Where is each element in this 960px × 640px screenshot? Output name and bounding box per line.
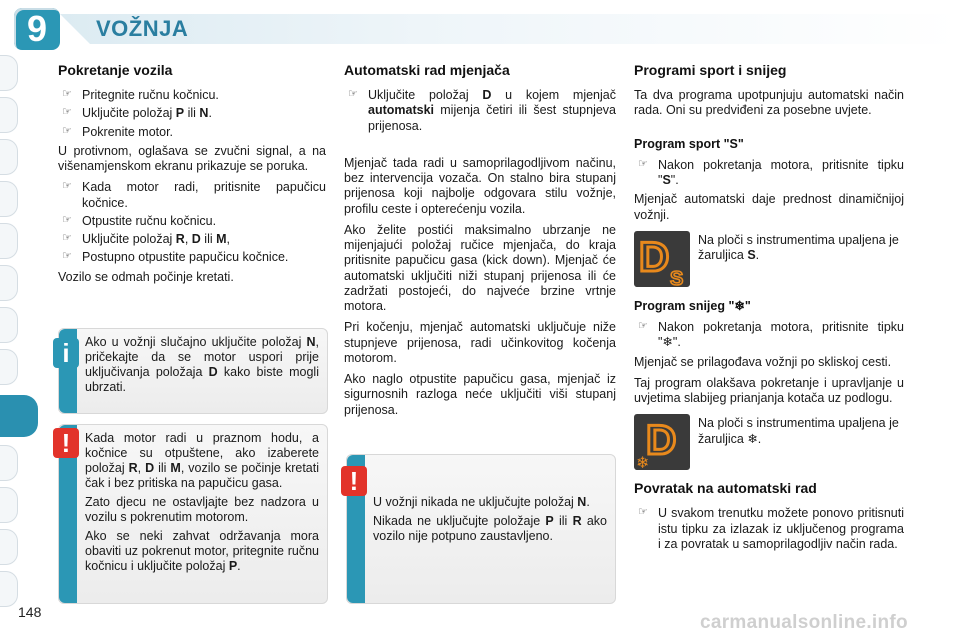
bullet-hand-icon: ☞ (638, 320, 648, 333)
list-item: ☞ Kada motor radi, pritisnite papučicu kočnice. (62, 180, 326, 210)
paragraph: Ako želite postići maksimalno ubrzanje ne mijenjajući položaj ručice mjenjača, do kraja pritisnite papučicu gasa (kick down). Mjenjač će automatski uključiti niži stupanj prijenosa ili će zadržati postojeći, do najveće brzine vrtnje motora. (344, 222, 616, 314)
column-sport-snow-programs (634, 62, 904, 556)
subsection-title: Program sport "S" (634, 136, 744, 151)
warning-note (346, 454, 616, 604)
lamp-caption: Na ploči s instrumentima upaljena je žaruljica ❄. (698, 416, 899, 446)
list-item: ☞ Nakon pokretanja motora, pritisnite tipku "S". (638, 157, 904, 188)
section-title: Programi sport i snijeg (634, 62, 787, 78)
section-title: Automatski rad mjenjača (344, 62, 510, 78)
bullet-hand-icon: ☞ (62, 250, 72, 263)
note-text: Kada motor radi u praznom hodu, a kočnice su otpuštene, ako izaberete položaj R, D ili M, vozilo se počinje kretati čak i bez pritiska na papučicu gasa. (85, 431, 319, 490)
bullet-list (634, 320, 904, 351)
note-text: Ako se neki zahvat održavanja mora obaviti uz pokrenut motor, pritegnite ručnu kočnicu i uključite položaj P. (85, 529, 319, 573)
list-item: ☞ Uključite položaj P ili N. (62, 106, 212, 121)
sport-lamp-row (634, 231, 904, 287)
bullet-hand-icon: ☞ (638, 506, 648, 519)
chapter-tab[interactable] (0, 265, 18, 301)
bullet-hand-icon: ☞ (638, 157, 648, 170)
bullet-hand-icon: ☞ (348, 88, 358, 101)
chapter-tab[interactable] (0, 139, 18, 175)
paragraph: Mjenjač automatski daje prednost dinamičnijoj vožnji. (634, 192, 904, 222)
note-text: Nikada ne uključujte položaje P ili R ako vozilo nije potpuno zaustavljeno. (373, 514, 607, 543)
warning-note (58, 424, 328, 604)
chapter-number-badge: 9 (14, 8, 60, 50)
bullet-list (344, 88, 616, 134)
paragraph: U protivnom, oglašava se zvučni signal, a na višenamjenskom ekranu prikazuje se poruka. (58, 143, 326, 174)
watermark: carmanualsonline.info (700, 612, 908, 633)
paragraph: Pri kočenju, mjenjač automatski uključuje niže stupnjeve prijenosa, radi učinkovitog kočenja motorom. (344, 320, 616, 365)
info-note (58, 328, 328, 414)
warning-icon: ! (341, 466, 367, 496)
list-item: ☞ Otpustite ručnu kočnicu. (62, 213, 217, 228)
subsection-title: Program snijeg "❄" (634, 298, 751, 313)
lamp-letter: ❄ (636, 453, 650, 471)
lamp-letter: S (670, 267, 684, 287)
snow-lamp-row (634, 414, 904, 470)
section-title: Povratak na automatski rad (634, 480, 817, 497)
chapter-tab[interactable] (0, 571, 18, 607)
bullet-hand-icon: ☞ (62, 88, 72, 101)
bullet-hand-icon: ☞ (62, 213, 72, 226)
bullet-list (58, 88, 326, 140)
list-item: ☞ U svakom trenutku možete ponovo pritisnuti istu tipku za izlazak iz uključenog programa i za povratak u samoprilagodljiv način rada. (638, 506, 904, 551)
sport-warning-lamp-icon (634, 231, 690, 287)
header-band (60, 14, 960, 44)
chapter-tab[interactable] (0, 445, 18, 481)
warning-icon: ! (53, 428, 79, 458)
paragraph: Mjenjač se prilagođava vožnji po skliskoj cesti. (634, 354, 892, 369)
chapter-tab[interactable] (0, 307, 18, 343)
bullet-list (634, 506, 904, 552)
column-automatic-mode (344, 62, 616, 424)
chapter-tab[interactable] (0, 223, 18, 259)
snow-warning-lamp-icon (634, 414, 690, 470)
chapter-tab[interactable] (0, 181, 18, 217)
note-text: Ako u vožnji slučajno uključite položaj N, pričekajte da se motor uspori prije uključivanja položaja D kako biste mogli ubrzati. (85, 335, 319, 394)
chapter-tab-strip (0, 55, 22, 615)
chapter-tab[interactable] (0, 487, 18, 523)
info-icon: i (53, 338, 79, 368)
note-text: Zato djecu ne ostavljajte bez nadzora u vozilu s pokrenutim motorom. (85, 495, 319, 524)
bullet-list (58, 180, 326, 265)
paragraph: Ta dva programa upotpunjuju automatski način rada. Oni su predviđeni za posebne uvjete. (634, 88, 904, 118)
chapter-title: VOŽNJA (96, 16, 189, 41)
paragraph: Taj program olakšava pokretanje i upravljanje u uvjetima slabijeg prianjanja kotača uz podlogu. (634, 375, 904, 406)
chapter-tab[interactable] (0, 55, 18, 91)
note-text: U vožnji nikada ne uključujte položaj N. (373, 495, 590, 509)
list-item: ☞ Uključite položaj D u kojem mjenjač automatski mijenja četiri ili šest stupnjeva prijenosa. (348, 88, 616, 133)
lamp-letter: D (639, 232, 670, 280)
bullet-hand-icon: ☞ (62, 232, 72, 245)
chapter-tab[interactable] (0, 97, 18, 133)
list-item: ☞ Uključite položaj R, D ili M, (62, 232, 230, 247)
section-title: Pokretanje vozila (58, 62, 173, 78)
chapter-tab[interactable] (0, 349, 18, 385)
bullet-hand-icon: ☞ (62, 106, 72, 119)
chapter-tab[interactable] (0, 529, 18, 565)
list-item: ☞ Postupno otpustite papučicu kočnice. (62, 250, 289, 265)
list-item: ☞ Nakon pokretanja motora, pritisnite tipku "❄". (638, 320, 904, 350)
list-item: ☞ Pritegnite ručnu kočnicu. (62, 88, 219, 103)
paragraph: Vozilo se odmah počinje kretati. (58, 269, 234, 284)
bullet-hand-icon: ☞ (62, 180, 72, 193)
bullet-hand-icon: ☞ (62, 124, 72, 137)
paragraph: Ako naglo otpustite papučicu gasa, mjenjač iz sigurnosnih razloga neće uključiti viši stupanj prijenosa. (344, 372, 616, 417)
lamp-letter: D (646, 416, 677, 464)
column-starting-vehicle (58, 62, 326, 291)
bullet-list (634, 158, 904, 189)
chapter-tab-active[interactable] (0, 395, 38, 437)
page-number: 148 (18, 604, 42, 620)
lamp-caption: Na ploči s instrumentima upaljena je žaruljica S. (698, 232, 899, 263)
paragraph: Mjenjač tada radi u samoprilagodljivom načinu, bez intervencija vozača. On stalno bira stupanj prijenosa koji najbolje odgovara stilu vožnje, profilu ceste i opterećenju vozila. (344, 155, 616, 216)
list-item: ☞ Pokrenite motor. (62, 124, 174, 139)
